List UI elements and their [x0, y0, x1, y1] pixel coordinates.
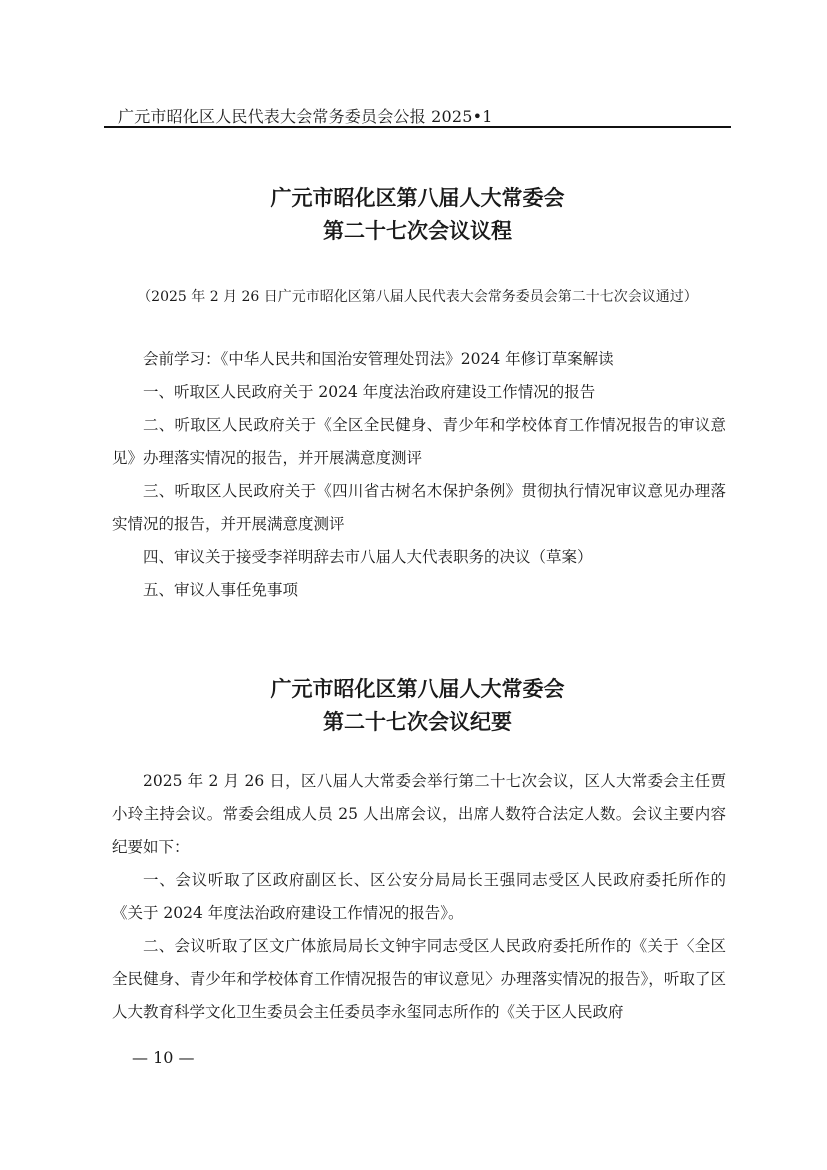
- agenda-subtitle: （2025 年 2 月 26 日广元市昭化区第八届人民代表大会常务委员会第二十七次会议通过）: [137, 289, 698, 305]
- minutes-title-line-1: 广元市昭化区第八届人大常委会: [270, 676, 565, 701]
- page-number: — 10 —: [132, 1048, 195, 1067]
- agenda-title-line-2: 第二十七次会议议程: [323, 218, 512, 243]
- minutes-body: [112, 765, 726, 1029]
- minutes-title: [104, 672, 731, 738]
- minutes-paragraph-intro: 2025 年 2 月 26 日，区八届人大常委会举行第二十七次会议，区人大常委会主任贾小玲主持会议。常委会组成人员 25 人出席会议，出席人数符合法定人数。会议主要内容纪要如下：: [112, 772, 726, 856]
- agenda-item-5: 五、审议人事任免事项: [143, 581, 299, 599]
- agenda-item-2: 二、听取区人民政府关于《全区全民健身、青少年和学校体育工作情况报告的审议意见》办理落实情况的报告，并开展满意度测评: [112, 416, 726, 467]
- agenda-title-line-1: 广元市昭化区第八届人大常委会: [270, 185, 565, 210]
- minutes-title-line-2: 第二十七次会议纪要: [323, 709, 512, 734]
- agenda-list: [112, 343, 726, 607]
- header-divider: [104, 126, 731, 128]
- agenda-item-4: 四、审议关于接受李祥明辞去市八届人大代表职务的决议（草案）: [143, 548, 593, 566]
- minutes-paragraph-1: 一、会议听取了区政府副区长、区公安分局局长王强同志受区人民政府委托所作的《关于 2024 年度法治政府建设工作情况的报告》。: [112, 871, 726, 922]
- agenda-item-pre-study: 会前学习：《中华人民共和国治安管理处罚法》2024 年修订草案解读: [143, 350, 614, 368]
- agenda-item-3: 三、听取区人民政府关于《四川省古树名木保护条例》贯彻执行情况审议意见办理落实情况的报告，并开展满意度测评: [112, 482, 726, 533]
- agenda-item-1: 一、听取区人民政府关于 2024 年度法治政府建设工作情况的报告: [143, 383, 596, 401]
- bulletin-header: 广元市昭化区人民代表大会常务委员会公报 2025•1: [118, 107, 493, 126]
- minutes-paragraph-2: 二、会议听取了区文广体旅局局长文钟宇同志受区人民政府委托所作的《关于〈全区全民健身、青少年和学校体育工作情况报告的审议意见〉办理落实情况的报告》，听取了区人大教育科学文化卫生委员会主任委员李永玺同志所作的《关于区人民政府: [112, 937, 726, 1021]
- agenda-title: [104, 181, 731, 247]
